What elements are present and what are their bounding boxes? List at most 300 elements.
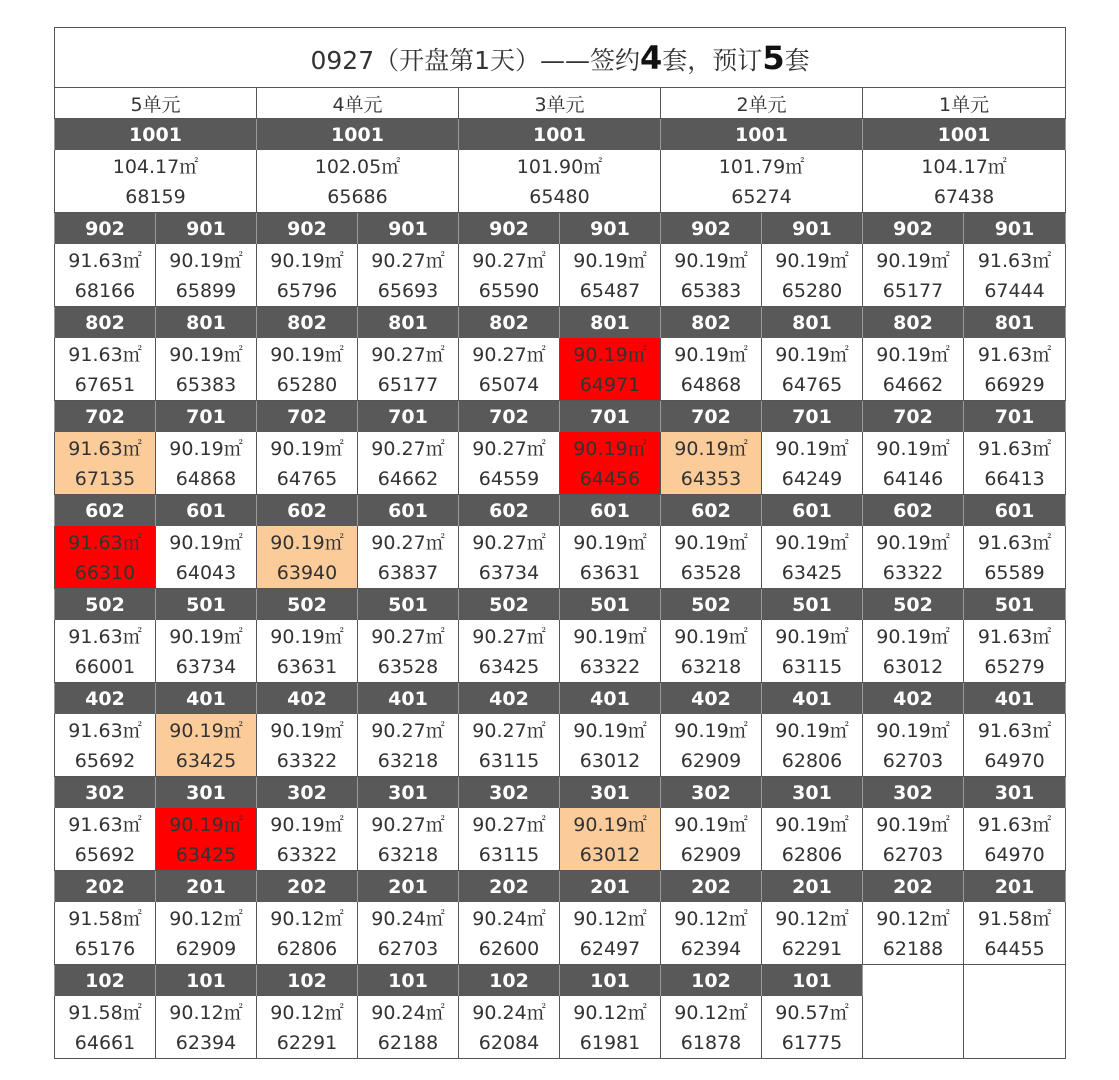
room-price: 64455 <box>964 933 1066 965</box>
room-number: 302 <box>459 777 560 809</box>
room-number: 501 <box>156 589 257 621</box>
room-price: 65487 <box>560 275 661 307</box>
room-area: 90.19㎡ <box>661 526 762 557</box>
unit-label: 3单元 <box>459 88 661 119</box>
room-number: 101 <box>762 965 863 997</box>
room-area: 102.05㎡ <box>257 150 459 181</box>
room-area: 90.19㎡ <box>156 714 257 745</box>
room-area: 90.27㎡ <box>358 808 459 839</box>
room-price: 65692 <box>55 839 156 871</box>
reserved-count: 5 <box>762 38 785 77</box>
room-area: 91.63㎡ <box>55 244 156 275</box>
room-area: 90.19㎡ <box>863 338 964 369</box>
unit-header-row <box>55 88 1066 119</box>
room-number: 701 <box>560 401 661 433</box>
room-area: 90.19㎡ <box>762 620 863 651</box>
room-area: 90.12㎡ <box>762 902 863 933</box>
room-area: 90.19㎡ <box>257 526 358 557</box>
room-number: 902 <box>661 213 762 245</box>
room-number: 401 <box>560 683 661 715</box>
room-number: 402 <box>459 683 560 715</box>
room-number: 602 <box>257 495 358 527</box>
price-row <box>55 463 1066 495</box>
room-number: 502 <box>55 589 156 621</box>
area-row <box>55 808 1066 839</box>
room-area: 90.27㎡ <box>459 338 560 369</box>
room-header-row <box>55 683 1066 715</box>
room-number: 902 <box>55 213 156 245</box>
area-row <box>55 338 1066 369</box>
room-number: 302 <box>257 777 358 809</box>
room-area: 90.19㎡ <box>863 526 964 557</box>
room-price: 61878 <box>661 1027 762 1059</box>
room-price: 65383 <box>661 275 762 307</box>
room-number: 901 <box>964 213 1066 245</box>
room-number: 501 <box>762 589 863 621</box>
room-price: 63218 <box>358 745 459 777</box>
room-area: 91.63㎡ <box>964 620 1066 651</box>
room-area: 90.12㎡ <box>560 902 661 933</box>
room-price: 66310 <box>55 557 156 589</box>
room-number: 102 <box>459 965 560 997</box>
room-area: 90.19㎡ <box>156 432 257 463</box>
room-price: 63425 <box>459 651 560 683</box>
room-price: 65280 <box>257 369 358 401</box>
room-header-row <box>55 777 1066 809</box>
area-row <box>55 620 1066 651</box>
room-number: 201 <box>964 871 1066 903</box>
room-area: 90.12㎡ <box>156 996 257 1027</box>
room-price: 64043 <box>156 557 257 589</box>
room-area: 90.19㎡ <box>156 526 257 557</box>
room-price: 63322 <box>863 557 964 589</box>
room-header-row <box>55 119 1066 151</box>
room-area: 90.19㎡ <box>257 620 358 651</box>
room-area: 90.12㎡ <box>257 902 358 933</box>
room-number: 301 <box>358 777 459 809</box>
room-price: 62188 <box>863 933 964 965</box>
room-price: 64249 <box>762 463 863 495</box>
room-number: 402 <box>661 683 762 715</box>
room-number: 401 <box>762 683 863 715</box>
room-number: 402 <box>55 683 156 715</box>
room-area: 91.63㎡ <box>55 432 156 463</box>
room-number: 302 <box>863 777 964 809</box>
room-area: 90.19㎡ <box>257 808 358 839</box>
room-area: 90.19㎡ <box>560 244 661 275</box>
room-number: 202 <box>661 871 762 903</box>
room-area: 90.19㎡ <box>560 526 661 557</box>
room-price: 63940 <box>257 557 358 589</box>
title-suffix: 套 <box>784 45 810 75</box>
room-area: 90.27㎡ <box>459 526 560 557</box>
room-area: 90.12㎡ <box>863 902 964 933</box>
room-area: 91.58㎡ <box>55 902 156 933</box>
room-price: 64868 <box>661 369 762 401</box>
room-number: 802 <box>459 307 560 339</box>
room-number: 102 <box>661 965 762 997</box>
room-area: 91.63㎡ <box>964 808 1066 839</box>
room-number: 201 <box>358 871 459 903</box>
room-number: 801 <box>560 307 661 339</box>
room-area: 90.19㎡ <box>762 714 863 745</box>
room-price: 63322 <box>257 839 358 871</box>
room-number: 1001 <box>863 119 1066 151</box>
room-price: 62188 <box>358 1027 459 1059</box>
room-price: 66413 <box>964 463 1066 495</box>
room-number: 101 <box>560 965 661 997</box>
room-price: 63322 <box>560 651 661 683</box>
area-row <box>55 902 1066 933</box>
room-price: 65589 <box>964 557 1066 589</box>
room-area: 90.19㎡ <box>257 432 358 463</box>
price-row <box>55 557 1066 589</box>
room-price: 65796 <box>257 275 358 307</box>
room-area: 90.19㎡ <box>156 338 257 369</box>
room-number: 601 <box>964 495 1066 527</box>
room-number: 702 <box>459 401 560 433</box>
room-header-row <box>55 213 1066 245</box>
room-number: 801 <box>156 307 257 339</box>
room-price: 63425 <box>156 745 257 777</box>
room-number: 202 <box>257 871 358 903</box>
price-row <box>55 651 1066 683</box>
unit-label: 5单元 <box>55 88 257 119</box>
room-area: 90.27㎡ <box>459 432 560 463</box>
room-price: 61981 <box>560 1027 661 1059</box>
room-price: 63012 <box>560 839 661 871</box>
room-number: 302 <box>661 777 762 809</box>
room-price: 64970 <box>964 839 1066 871</box>
price-row <box>55 745 1066 777</box>
room-area: 90.27㎡ <box>459 714 560 745</box>
price-sheet <box>54 27 1065 1059</box>
room-number: 101 <box>156 965 257 997</box>
room-price: 68159 <box>55 181 257 213</box>
area-row <box>55 432 1066 463</box>
room-number: 501 <box>964 589 1066 621</box>
room-area: 90.19㎡ <box>762 526 863 557</box>
room-number: 901 <box>156 213 257 245</box>
room-number: 601 <box>156 495 257 527</box>
room-area: 90.27㎡ <box>459 244 560 275</box>
room-price: 67444 <box>964 275 1066 307</box>
room-number: 802 <box>661 307 762 339</box>
room-number: 702 <box>257 401 358 433</box>
room-area: 91.58㎡ <box>964 902 1066 933</box>
room-number: 201 <box>560 871 661 903</box>
room-area: 91.63㎡ <box>964 432 1066 463</box>
room-number: 301 <box>964 777 1066 809</box>
room-area: 90.24㎡ <box>459 902 560 933</box>
room-price: 66929 <box>964 369 1066 401</box>
room-price: 64765 <box>257 463 358 495</box>
room-number: 502 <box>459 589 560 621</box>
empty-cell <box>964 965 1066 1059</box>
room-number: 801 <box>964 307 1066 339</box>
room-area: 90.19㎡ <box>257 714 358 745</box>
room-price: 63012 <box>560 745 661 777</box>
room-area: 104.17㎡ <box>55 150 257 181</box>
room-number: 701 <box>762 401 863 433</box>
room-number: 501 <box>560 589 661 621</box>
room-price: 63115 <box>459 745 560 777</box>
room-area: 91.63㎡ <box>55 808 156 839</box>
room-price: 63734 <box>156 651 257 683</box>
room-number: 902 <box>459 213 560 245</box>
room-number: 901 <box>358 213 459 245</box>
room-header-row <box>55 495 1066 527</box>
room-number: 1001 <box>459 119 661 151</box>
room-area: 91.63㎡ <box>964 244 1066 275</box>
room-area: 90.19㎡ <box>661 620 762 651</box>
room-area: 90.19㎡ <box>661 808 762 839</box>
room-area: 90.27㎡ <box>358 526 459 557</box>
room-area: 101.90㎡ <box>459 150 661 181</box>
room-price: 63837 <box>358 557 459 589</box>
room-price: 62394 <box>661 933 762 965</box>
room-number: 102 <box>257 965 358 997</box>
room-area: 90.19㎡ <box>863 714 964 745</box>
room-number: 402 <box>863 683 964 715</box>
room-number: 301 <box>762 777 863 809</box>
room-number: 202 <box>459 871 560 903</box>
room-area: 90.19㎡ <box>762 338 863 369</box>
room-area: 90.27㎡ <box>358 714 459 745</box>
room-area: 90.19㎡ <box>863 620 964 651</box>
room-area: 90.24㎡ <box>358 996 459 1027</box>
room-price: 64868 <box>156 463 257 495</box>
room-area: 90.24㎡ <box>459 996 560 1027</box>
room-price: 64765 <box>762 369 863 401</box>
room-number: 601 <box>762 495 863 527</box>
room-price: 62600 <box>459 933 560 965</box>
room-area: 90.57㎡ <box>762 996 863 1027</box>
room-header-row <box>55 401 1066 433</box>
room-number: 901 <box>560 213 661 245</box>
room-area: 91.58㎡ <box>55 996 156 1027</box>
room-number: 701 <box>156 401 257 433</box>
room-number: 201 <box>762 871 863 903</box>
area-row <box>55 714 1066 745</box>
room-area: 101.79㎡ <box>661 150 863 181</box>
room-header-row <box>55 871 1066 903</box>
room-number: 801 <box>358 307 459 339</box>
room-area: 91.63㎡ <box>55 526 156 557</box>
unit-label: 1单元 <box>863 88 1066 119</box>
room-price: 62394 <box>156 1027 257 1059</box>
room-price: 65074 <box>459 369 560 401</box>
room-price: 62806 <box>762 745 863 777</box>
room-number: 401 <box>358 683 459 715</box>
room-area: 90.19㎡ <box>661 714 762 745</box>
room-price: 65274 <box>661 181 863 213</box>
room-number: 1001 <box>55 119 257 151</box>
room-number: 602 <box>661 495 762 527</box>
room-number: 602 <box>863 495 964 527</box>
room-number: 701 <box>358 401 459 433</box>
room-price: 65692 <box>55 745 156 777</box>
room-area: 91.63㎡ <box>55 338 156 369</box>
room-price: 62291 <box>257 1027 358 1059</box>
room-number: 502 <box>257 589 358 621</box>
area-row <box>55 526 1066 557</box>
room-area: 90.27㎡ <box>358 338 459 369</box>
room-price: 63322 <box>257 745 358 777</box>
room-area: 90.19㎡ <box>560 432 661 463</box>
room-price: 62703 <box>863 745 964 777</box>
room-area: 90.19㎡ <box>863 432 964 463</box>
room-area: 90.19㎡ <box>156 244 257 275</box>
room-number: 402 <box>257 683 358 715</box>
room-price: 64662 <box>358 463 459 495</box>
room-price: 65176 <box>55 933 156 965</box>
room-number: 202 <box>863 871 964 903</box>
unit-label: 2单元 <box>661 88 863 119</box>
room-price: 62703 <box>863 839 964 871</box>
room-price: 63425 <box>156 839 257 871</box>
room-price: 65177 <box>358 369 459 401</box>
room-number: 301 <box>560 777 661 809</box>
room-area: 91.63㎡ <box>55 620 156 651</box>
room-area: 90.27㎡ <box>459 808 560 839</box>
room-area: 90.19㎡ <box>257 244 358 275</box>
room-number: 902 <box>863 213 964 245</box>
room-price: 63528 <box>358 651 459 683</box>
room-area: 90.19㎡ <box>257 338 358 369</box>
room-price: 64662 <box>863 369 964 401</box>
area-row <box>55 150 1066 181</box>
room-number: 401 <box>156 683 257 715</box>
price-row <box>55 839 1066 871</box>
room-number: 201 <box>156 871 257 903</box>
room-area: 90.19㎡ <box>560 714 661 745</box>
room-price: 65280 <box>762 275 863 307</box>
room-number: 901 <box>762 213 863 245</box>
room-price: 62806 <box>257 933 358 965</box>
room-number: 602 <box>459 495 560 527</box>
room-number: 801 <box>762 307 863 339</box>
room-area: 90.12㎡ <box>156 902 257 933</box>
room-area: 90.19㎡ <box>762 432 863 463</box>
room-price: 63115 <box>459 839 560 871</box>
room-price: 68166 <box>55 275 156 307</box>
sheet-title <box>55 28 1066 88</box>
room-area: 91.63㎡ <box>964 714 1066 745</box>
empty-cell <box>863 965 964 1059</box>
room-price: 63425 <box>762 557 863 589</box>
room-area: 90.27㎡ <box>358 244 459 275</box>
room-price: 63218 <box>358 839 459 871</box>
room-price: 65899 <box>156 275 257 307</box>
title-prefix: 0927（开盘第1天）——签约 <box>310 45 641 75</box>
room-price: 63218 <box>661 651 762 683</box>
room-number: 301 <box>156 777 257 809</box>
room-area: 90.12㎡ <box>257 996 358 1027</box>
room-price: 62909 <box>156 933 257 965</box>
room-number: 602 <box>55 495 156 527</box>
room-number: 601 <box>560 495 661 527</box>
room-price: 65177 <box>863 275 964 307</box>
unit-label: 4单元 <box>257 88 459 119</box>
room-price: 64456 <box>560 463 661 495</box>
room-area: 90.12㎡ <box>661 902 762 933</box>
room-price: 65279 <box>964 651 1066 683</box>
price-row <box>55 181 1066 213</box>
area-row <box>55 244 1066 275</box>
room-price: 67438 <box>863 181 1066 213</box>
room-price: 62291 <box>762 933 863 965</box>
room-area: 90.19㎡ <box>560 808 661 839</box>
room-header-row <box>55 307 1066 339</box>
price-row <box>55 369 1066 401</box>
room-area: 90.19㎡ <box>156 808 257 839</box>
room-area: 90.27㎡ <box>358 432 459 463</box>
room-number: 802 <box>257 307 358 339</box>
room-number: 1001 <box>257 119 459 151</box>
room-area: 91.63㎡ <box>55 714 156 745</box>
room-area: 90.19㎡ <box>661 432 762 463</box>
room-price: 65693 <box>358 275 459 307</box>
signed-count: 4 <box>640 38 663 77</box>
room-area: 90.19㎡ <box>762 808 863 839</box>
room-area: 90.12㎡ <box>661 996 762 1027</box>
room-price: 63528 <box>661 557 762 589</box>
room-price: 64661 <box>55 1027 156 1059</box>
room-area: 104.17㎡ <box>863 150 1066 181</box>
room-number: 502 <box>863 589 964 621</box>
room-price: 67135 <box>55 463 156 495</box>
room-price: 65590 <box>459 275 560 307</box>
room-area: 90.24㎡ <box>358 902 459 933</box>
room-number: 702 <box>55 401 156 433</box>
room-number: 102 <box>55 965 156 997</box>
room-number: 501 <box>358 589 459 621</box>
room-price: 62909 <box>661 839 762 871</box>
price-table <box>54 27 1066 1059</box>
room-number: 802 <box>55 307 156 339</box>
room-area: 90.19㎡ <box>156 620 257 651</box>
room-header-row <box>55 589 1066 621</box>
room-number: 202 <box>55 871 156 903</box>
room-price: 63012 <box>863 651 964 683</box>
room-price: 64971 <box>560 369 661 401</box>
room-area: 90.19㎡ <box>661 338 762 369</box>
room-price: 65686 <box>257 181 459 213</box>
room-number: 702 <box>661 401 762 433</box>
room-price: 64559 <box>459 463 560 495</box>
room-area: 90.19㎡ <box>661 244 762 275</box>
room-price: 65480 <box>459 181 661 213</box>
room-number: 701 <box>964 401 1066 433</box>
room-number: 601 <box>358 495 459 527</box>
room-price: 64146 <box>863 463 964 495</box>
room-number: 1001 <box>661 119 863 151</box>
room-price: 61775 <box>762 1027 863 1059</box>
room-area: 91.63㎡ <box>964 526 1066 557</box>
room-number: 802 <box>863 307 964 339</box>
room-number: 702 <box>863 401 964 433</box>
room-price: 65383 <box>156 369 257 401</box>
room-price: 62806 <box>762 839 863 871</box>
room-number: 401 <box>964 683 1066 715</box>
room-area: 90.19㎡ <box>560 338 661 369</box>
room-header-row <box>55 965 1066 997</box>
room-area: 90.27㎡ <box>358 620 459 651</box>
room-number: 902 <box>257 213 358 245</box>
room-area: 90.12㎡ <box>560 996 661 1027</box>
room-price: 62084 <box>459 1027 560 1059</box>
